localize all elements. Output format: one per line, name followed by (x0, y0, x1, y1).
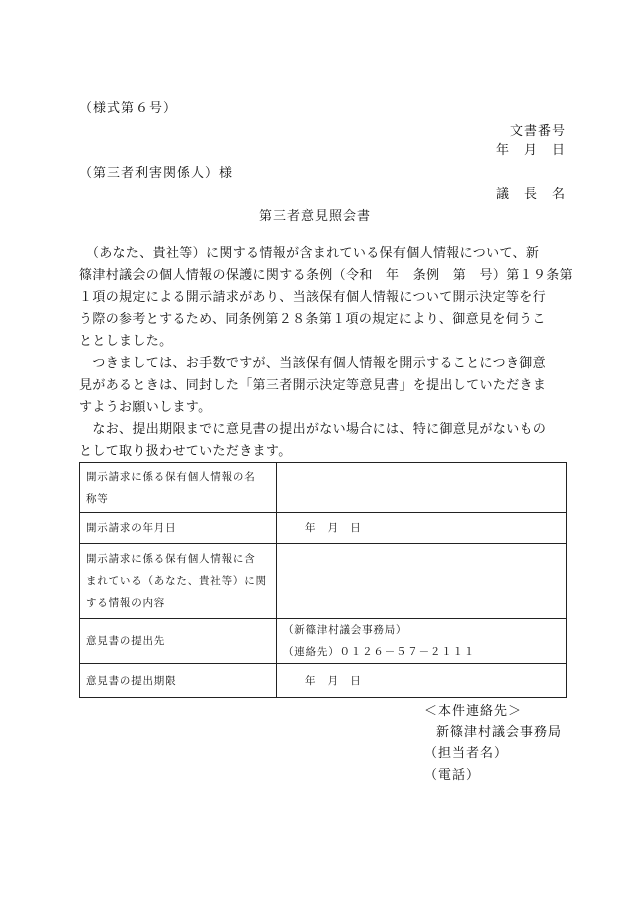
form-number: （様式第６号） (79, 101, 178, 116)
issue-date: 年 月 日 (495, 143, 566, 158)
body-paragraph-3 (79, 419, 571, 463)
row-value-document-name (277, 463, 567, 513)
table-row (80, 513, 567, 544)
row-value-submit-to: （新篠津村議会事務局） （連絡先）０１２６－５７－２１１１ (277, 619, 567, 664)
row-value-info-content (277, 544, 567, 619)
contact-heading: ＜本件連絡先＞ (424, 704, 523, 719)
row-label-deadline: 意見書の提出期限 (80, 664, 277, 698)
body-line: すようお願いします。 (79, 400, 212, 415)
table-row (80, 463, 567, 513)
contact-person: （担当者名） (424, 746, 509, 761)
document-title: 第三者意見照会書 (258, 209, 371, 224)
body-line: なお、提出期限までに意見書の提出がない場合には、特に御意見がないもの (79, 422, 547, 437)
row-label-document-name: 開示請求に係る保有個人情報の名 称等 (80, 463, 277, 513)
row-label-request-date: 開示請求の年月日 (80, 513, 277, 544)
body-line: う際の参考とするため、同条例第２８条第１項の規定により、御意見を伺うこ (79, 312, 546, 327)
body-line: （あなた、貴社等）に関する情報が含まれている保有個人情報について、新 (79, 246, 540, 261)
row-value-request-date: 年 月 日 (277, 513, 567, 544)
row-label-info-content: 開示請求に係る保有個人情報に含 まれている（あなた、貴社等）に関 する情報の内容 (80, 544, 277, 619)
contact-office: 新篠津村議会事務局 (436, 725, 563, 740)
table-row (80, 664, 567, 698)
body-line: として取り扱わせていただきます。 (79, 444, 292, 459)
sender-name: 議 長 名 (495, 187, 566, 202)
table-row (80, 619, 567, 664)
row-label-submit-to: 意見書の提出先 (80, 619, 277, 664)
body-paragraph-2 (79, 353, 571, 419)
body-line: 見があるときは、同封した「第三者開示決定等意見書」を提出していただきま (79, 378, 547, 393)
body-paragraph-1 (79, 243, 571, 353)
document-number: 文書番号 (509, 124, 566, 139)
body-line: ととしました。 (79, 334, 173, 349)
info-table (79, 462, 567, 698)
body-line: １項の規定による開示請求があり、当該保有個人情報について開示決定等を行 (79, 290, 546, 305)
contact-phone: （電話） (424, 768, 481, 783)
table-row (80, 544, 567, 619)
body-line: つきましては、お手数ですが、当該保有個人情報を開示することにつき御意 (79, 356, 546, 371)
addressee: （第三者利害関係人）様 (79, 166, 234, 181)
body-line: 篠津村議会の個人情報の保護に関する条例（令和 年 条例 第 号）第１９条第 (79, 268, 573, 283)
row-value-deadline: 年 月 日 (277, 664, 567, 698)
